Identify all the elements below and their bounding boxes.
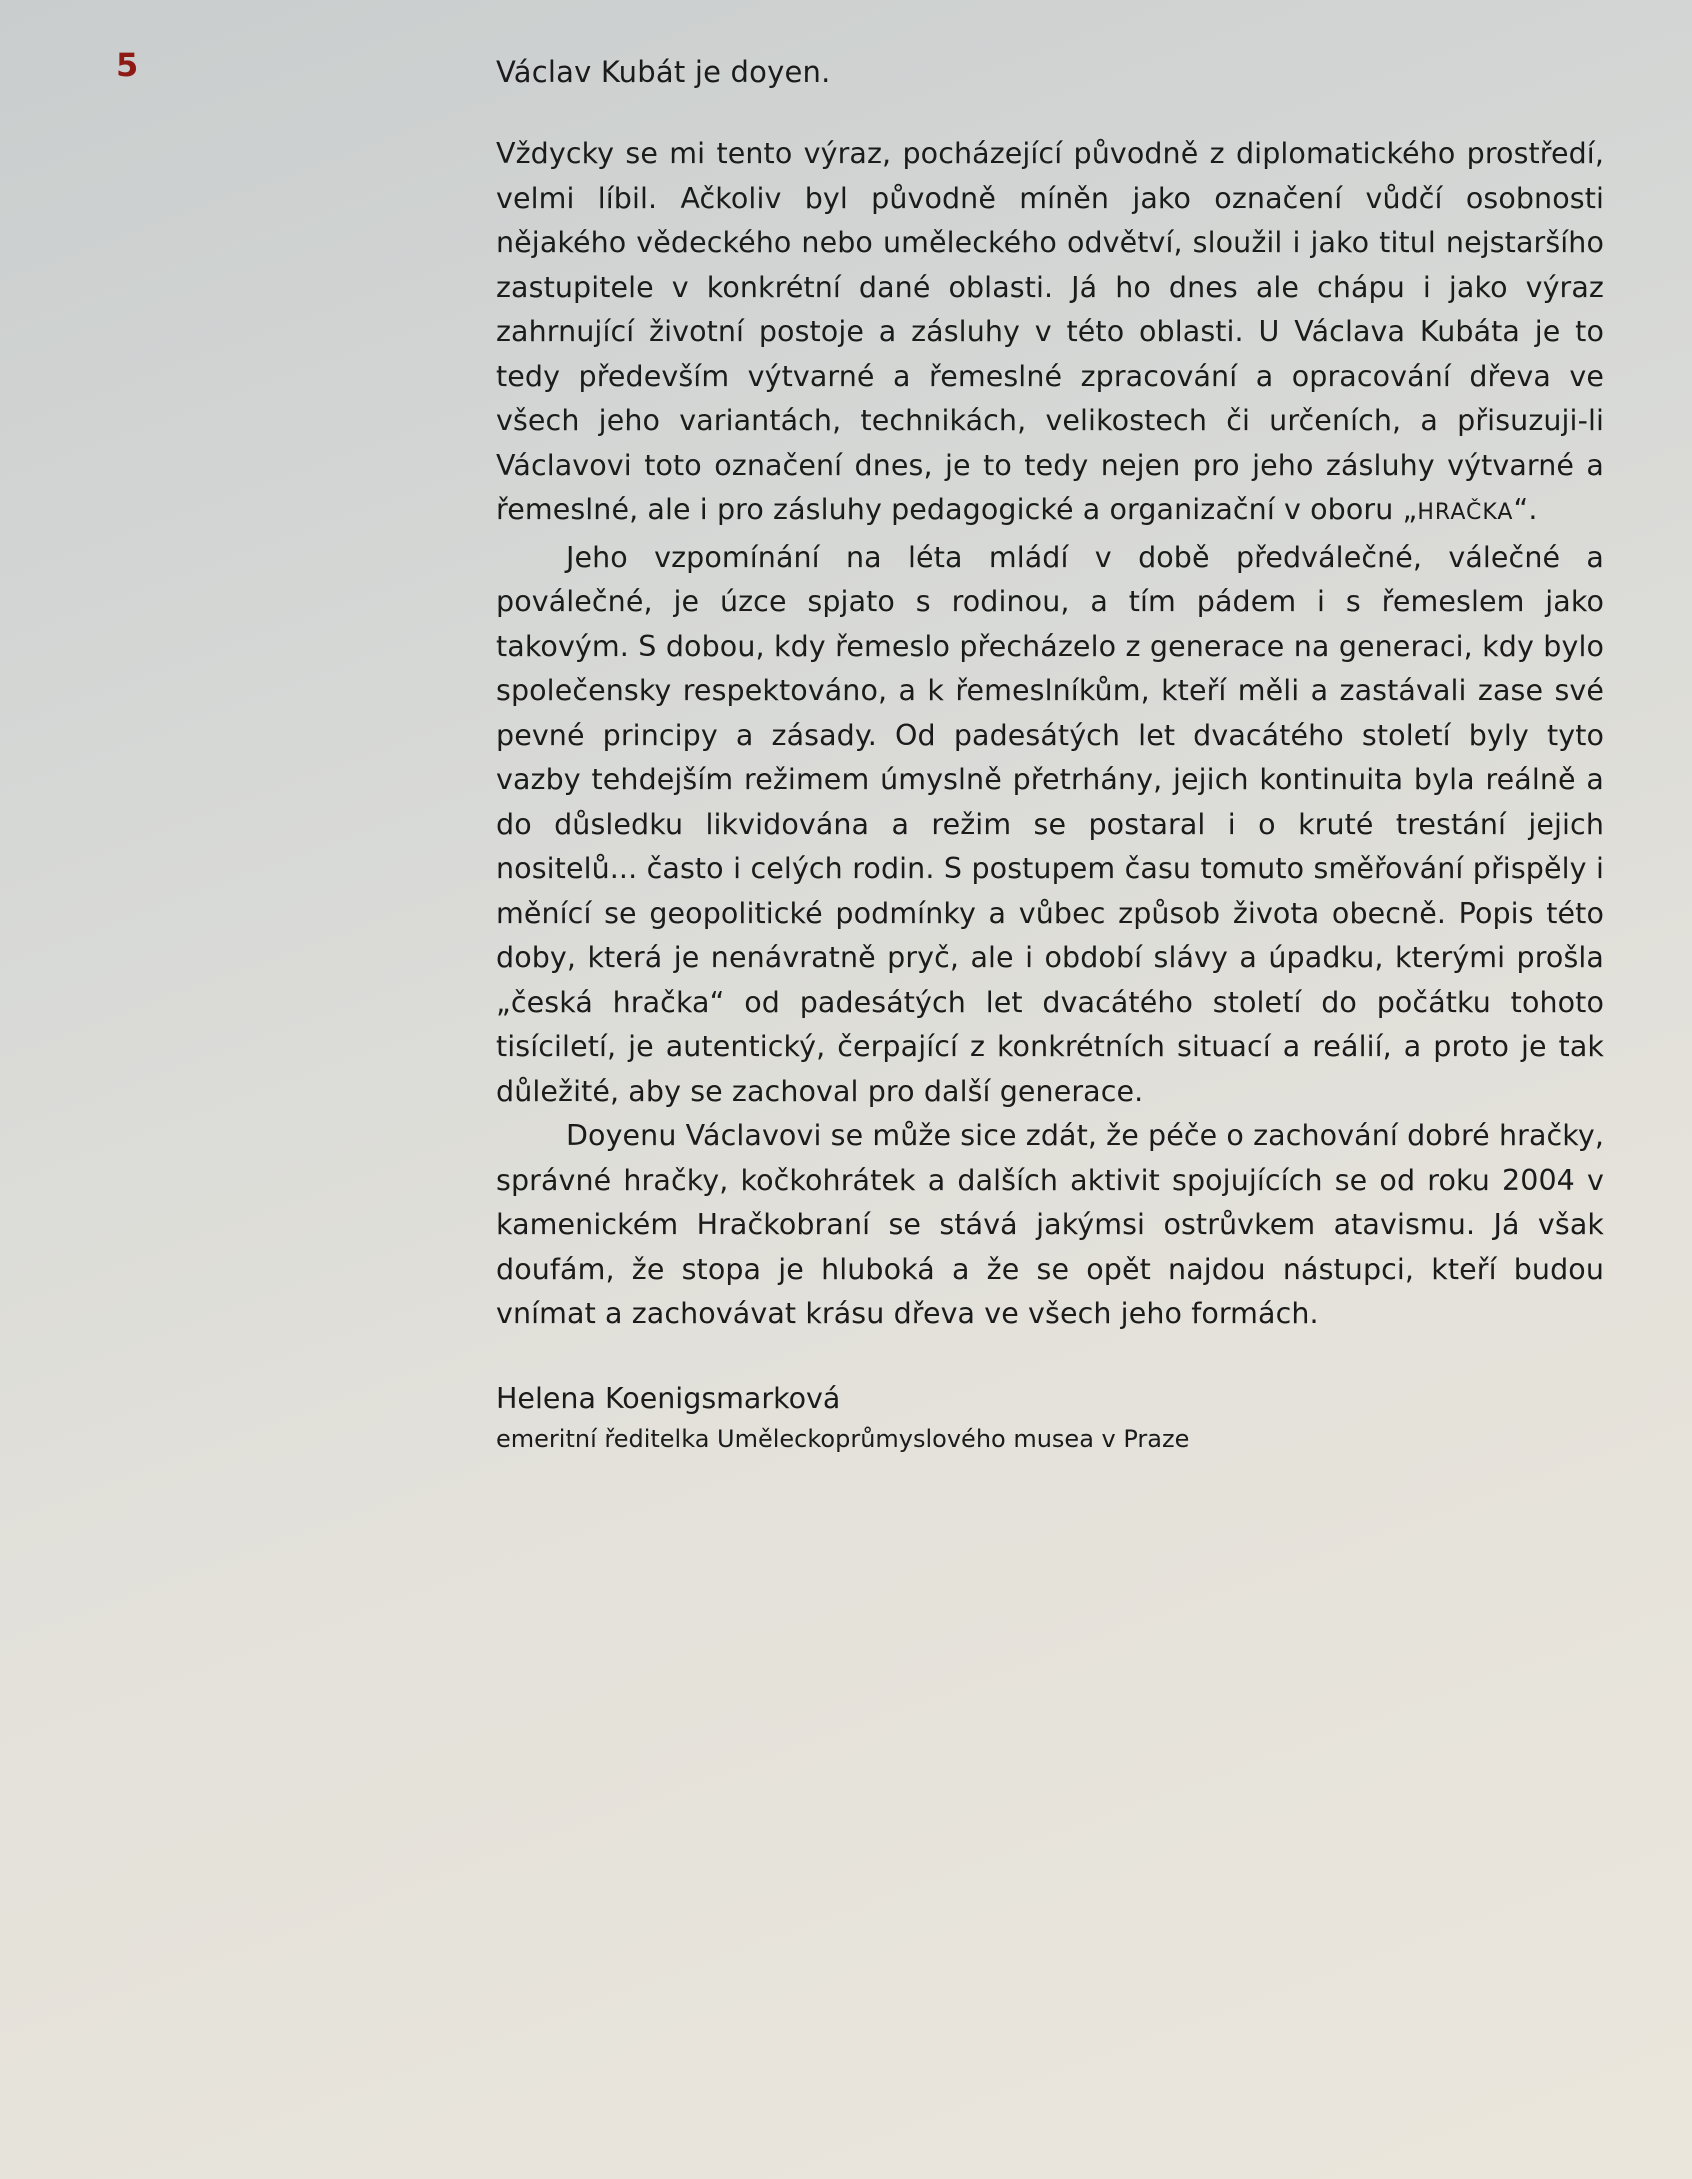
hracka-smallcaps: HRAČKA	[1417, 500, 1514, 525]
paragraph-1-end: “.	[1513, 493, 1538, 526]
article	[496, 52, 1604, 1459]
page-number: 5	[116, 46, 139, 84]
paragraph-1-text: Vždycky se mi tento výraz, pocházející původně z diplomatického prostředí, velmi líbil. Ačkoliv byl původně míněn jako označení vůdčí osobnosti nějakého vědeckého nebo uměleckého odvětví, sloužil i jako titul nejstaršího zastupitele v konkrétní dané oblasti. Já ho dnes ale chápu i jako výraz zahrnující životní postoje a zásluhy v této oblasti. U Václava Kubáta je to tedy především výtvarné a řemeslné zpracování a opracování dřeva ve všech jeho variantách, technikách, velikostech či určeních, a přisuzuji-li Václavovi toto označení dnes, je to tedy nejen pro jeho zásluhy výtvarné a řemeslné, ale i pro zásluhy pedagogické a organizační v oboru „	[496, 137, 1604, 526]
article-title: Václav Kubát je doyen.	[496, 55, 831, 89]
paragraph-1	[496, 132, 1604, 536]
author-name: Helena Koenigsmarková	[496, 1381, 841, 1415]
author-role: emeritní ředitelka Uměleckoprůmyslového musea v Praze	[496, 1424, 1190, 1453]
paragraph-2: Jeho vzpomínání na léta mládí v době předválečné, válečné a poválečné, je úzce spjato s rodinou, a tím pádem i s řemeslem jako takovým. S dobou, kdy řemeslo přecházelo z generace na generaci, kdy bylo společensky respektováno, a k řemeslníkům, kteří měli a zastávali zase své pevné principy a zásady. Od padesátých let dvacátého století byly tyto vazby tehdejším režimem úmyslně přetrhány, jejich kontinuita byla reálně a do důsledku likvidována a režim se postaral i o kruté trestání jejich nositelů... často i celých rodin. S postupem času tomuto směřování přispěly i měnící se geopolitické podmínky a vůbec způsob života obecně. Popis této doby, která je nenávratně pryč, ale i období slávy a úpadku, kterými prošla „česká hračka“ od padesátých let dvacátého století do počátku tohoto tisíciletí, je autentický, čerpající z konkrétních situací a reálií, a proto je tak důležité, aby se zachoval pro další generace.	[496, 540, 1604, 1108]
paragraph-3: Doyenu Václavovi se může sice zdát, že péče o zachování dobré hračky, správné hračky, kočkohrátek a dalších aktivit spojujících se od roku 2004 v kamenickém Hračkobraní se stává jakýmsi ostrůvkem atavismu. Já však doufám, že stopa je hluboká a že se opět najdou nástupci, kteří budou vnímat a zachovávat krásu dřeva ve všech jeho formách.	[496, 1119, 1605, 1330]
author-signature	[496, 1379, 1604, 1459]
